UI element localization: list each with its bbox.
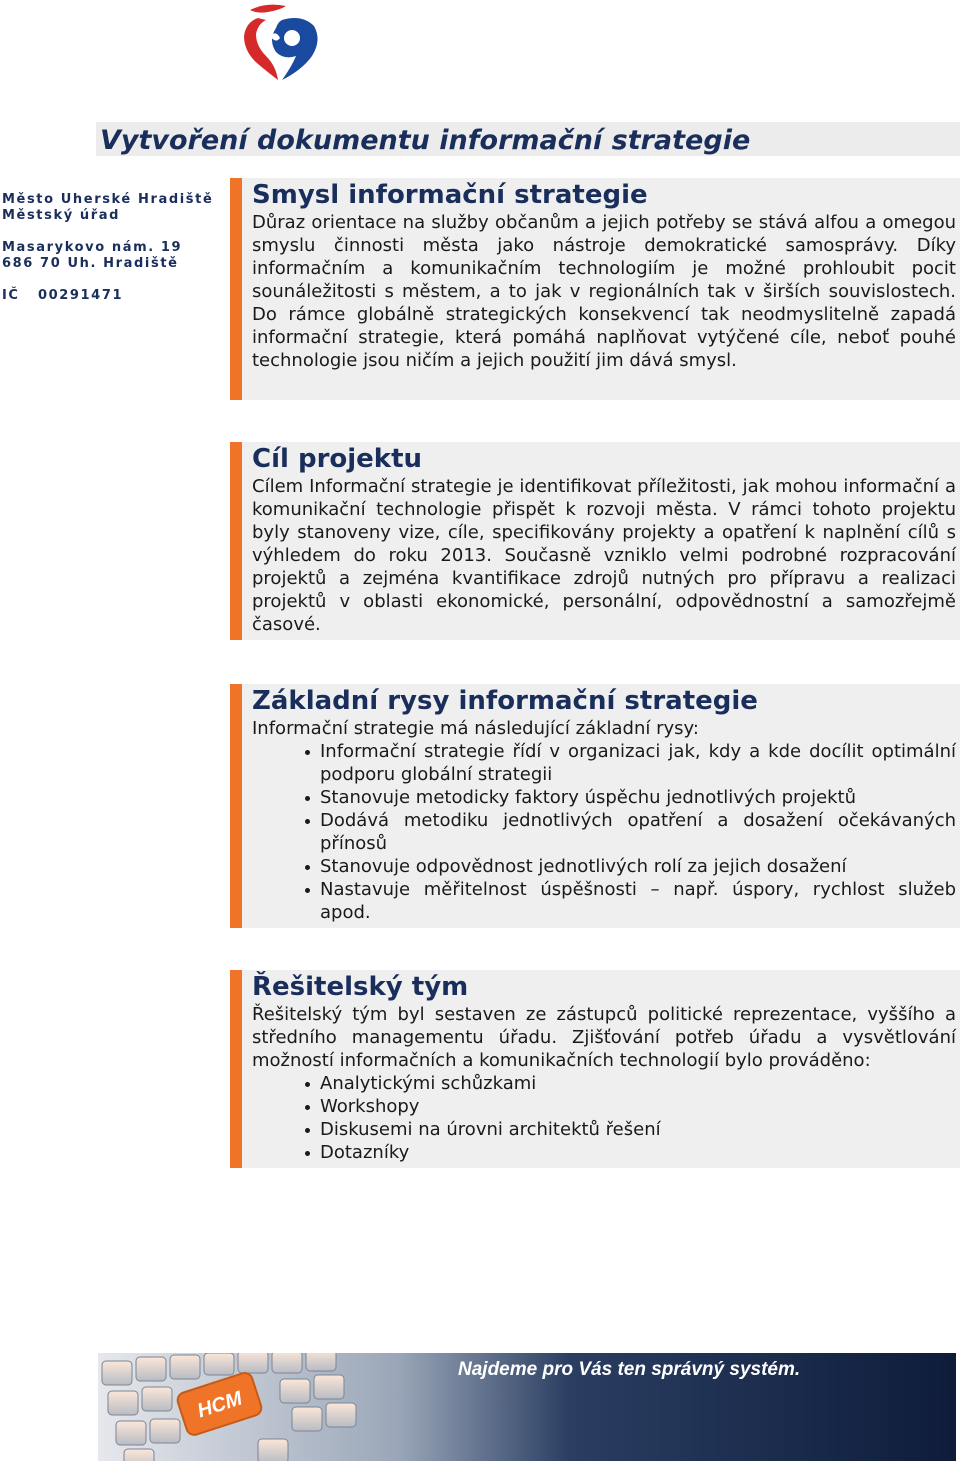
address-zip: 686 70 Uh. Hradiště bbox=[2, 256, 179, 271]
section-rysy bbox=[230, 684, 960, 928]
hcm-key-label: HCM bbox=[194, 1387, 245, 1423]
list-item: Stanovuje metodicky faktory úspěchu jednotlivých projektů bbox=[320, 786, 956, 809]
address-block bbox=[2, 192, 217, 304]
features-list bbox=[252, 740, 956, 924]
orange-accent-bar bbox=[230, 178, 242, 400]
section-intro: Informační strategie má následující základní rysy: bbox=[252, 718, 699, 739]
methods-list bbox=[252, 1072, 956, 1164]
section-tym bbox=[230, 970, 960, 1168]
section-cil bbox=[230, 442, 960, 640]
footer-banner bbox=[98, 1353, 956, 1461]
footer-slogan: Najdeme pro Vás ten správný systém. bbox=[458, 1359, 801, 1380]
address-street: Masarykovo nám. 19 bbox=[2, 240, 183, 255]
section-smysl bbox=[230, 178, 960, 400]
address-city: Město Uherské Hradiště bbox=[2, 192, 214, 207]
orange-accent-bar bbox=[230, 684, 242, 928]
section-heading: Řešitelský tým bbox=[252, 972, 469, 1002]
section-heading: Smysl informační strategie bbox=[252, 180, 648, 210]
title-bar bbox=[96, 122, 960, 156]
list-item: Analytickými schůzkami bbox=[320, 1072, 956, 1095]
list-item: Dotazníky bbox=[320, 1141, 956, 1164]
section-heading: Základní rysy informační strategie bbox=[252, 686, 758, 716]
list-item: Informační strategie řídí v organizaci jak, kdy a kde docílit optimální podporu globální strategii bbox=[320, 741, 956, 785]
section-text: Důraz orientace na služby občanům a jejich potřeby se stává alfou a omegou smyslu činnosti města jako nástroje demokratické samosprávy. Díky informačním a komunikačním technologiím je možné prohloubit pocit sounáležitosti s městem, a to jak v regionálních tak v širších souvislostech. Do rámce globálně strategických konsekvencí tak neodmyslitelně zapadá informační strategie, která pomáhá naplňovat vytýčené cíle, neboť pouhé technologie jsou ničím a jejich použití jim dává smysl. bbox=[252, 212, 956, 371]
list-item: Dodává metodiku jednotlivých opatření a dosažení očekávaných přínosů bbox=[320, 810, 956, 854]
city-heart-logo-icon bbox=[236, 0, 322, 82]
list-item: Stanovuje odpovědnost jednotlivých rolí za jejich dosažení bbox=[320, 855, 956, 878]
page-title: Vytvoření dokumentu informační strategie bbox=[100, 125, 751, 156]
list-item: Diskusemi na úrovni architektů řešení bbox=[320, 1118, 956, 1141]
list-item: Nastavuje měřitelnost úspěšnosti – např. úspory, rychlost služeb apod. bbox=[320, 879, 956, 923]
orange-accent-bar bbox=[230, 442, 242, 640]
section-intro: Řešitelský tým byl sestaven ze zástupců politické reprezentace, vyššího a středního managementu úřadu. Zjišťování potřeb úřadu a vysvětlování možností informačních a komunikačních technologií bylo prováděno: bbox=[252, 1004, 956, 1071]
section-heading: Cíl projektu bbox=[252, 444, 423, 474]
section-text: Cílem Informační strategie je identifikovat příležitosti, jak mohou informační a komunikační technologie přispět k rozvoji města. V rámci tohoto projektu byly stanoveny vize, cíle, specifikovány projekty a opatření k naplnění cílů s výhledem do roku 2013. Současně vzniklo velmi podrobné rozpracování projektů a zejména kvantifikace zdrojů nutných pro přípravu a realizaci projektů v oblasti ekonomické, personální, odpovědnostní a samozřejmě časové. bbox=[252, 476, 956, 635]
company-id: IČ 00291471 bbox=[2, 288, 124, 303]
orange-accent-bar bbox=[230, 970, 242, 1168]
address-office: Městský úřad bbox=[2, 208, 121, 223]
list-item: Workshopy bbox=[320, 1095, 956, 1118]
